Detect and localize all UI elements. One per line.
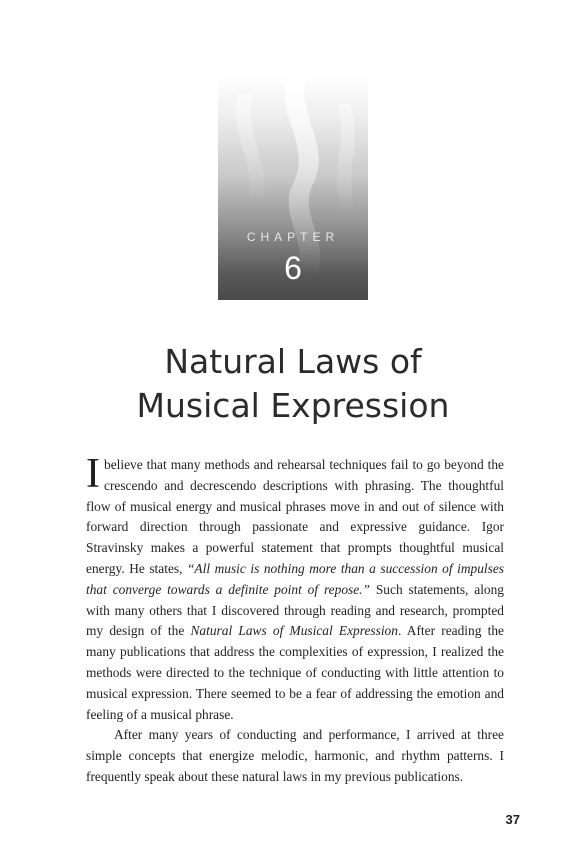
chapter-label: CHAPTER [246,230,340,244]
drop-cap: I [86,451,100,497]
chapter-body [86,451,505,788]
stravinsky-quote: “All music is nothing more than a succession of impulses that converge towards a definite point of repose.” [86,560,504,597]
chapter-title-line-2: Musical Expression [136,386,450,426]
paragraph-1-text-b: Such statements, along with many others that I discovered through reading and research, prompted my design of the [86,581,505,639]
chapter-number: 6 [284,250,302,286]
paragraph-2: After many years of conducting and performance, I arrived at three simple concepts that energize melodic, harmonic, and rhythm patterns. I frequently speak about these natural laws in my previous publications. [86,727,504,784]
chapter-title-line-1: Natural Laws of [164,342,422,382]
natural-laws-reference: Natural Laws of Musical Expression [190,623,398,639]
chapter-title [40,340,546,428]
chapter-header-image [218,74,368,300]
paragraph-1-text-c: . After reading the many publications that address the complexities of expression, I realized the methods were directed to the technique of conducting with little attention to musical expression. There seemed to be a fear of addressing the emotion and feeling of a musical phrase. [86,623,504,722]
paragraph-1-text-a: believe that many methods and rehearsal techniques fail to go beyond the crescendo and decrescendo descriptions with phrasing. The thoughtful flow of musical energy and musical phrases move in and out of silence with forward direction through passionate and expressive guidance. Igor Stravinsky makes a powerful statement that prompts thoughtful musical energy. He states, [86,457,504,576]
paragraph-1 [86,451,505,725]
page-number: 37 [505,812,520,827]
